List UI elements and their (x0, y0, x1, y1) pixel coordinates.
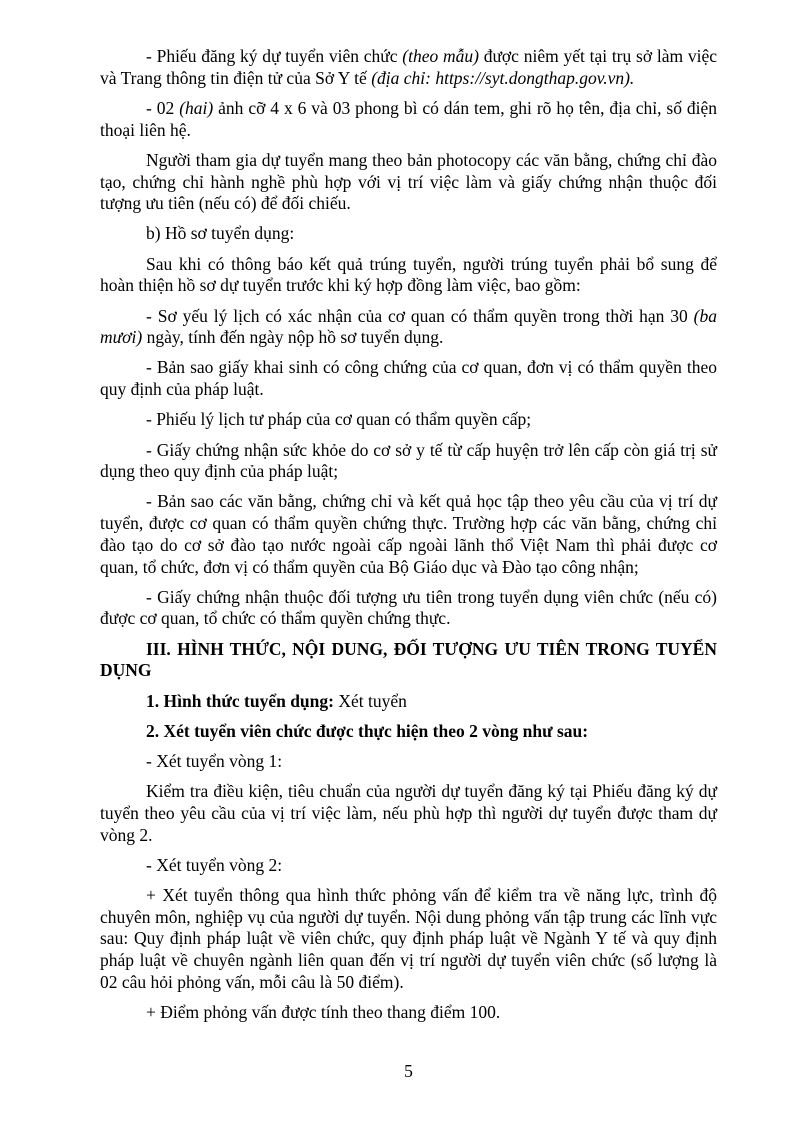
text-run: ngày, tính đến ngày nộp hồ sơ tuyển dụng. (142, 327, 444, 348)
text-run: - Bản sao các văn bằng, chứng chỉ và kết quả học tập theo yêu cầu của vị trí dự tuyển, được cơ quan có thẩm quyền chứng thực. Trường hợp các văn bằng, chứng chỉ đào tạo do cơ sở đào tạo nước ngoài cấp ngoài lãnh thổ Việt Nam thì phải được cơ quan, tổ chức, đơn vị có thẩm quyền của Bộ Giáo dục và Đào tạo công nhận; (100, 491, 717, 577)
paragraph-phieu-dang-ky (100, 46, 717, 89)
text-run: - Phiếu lý lịch tư pháp của cơ quan có thẩm quyền cấp; (146, 409, 532, 430)
text-run: Người tham gia dự tuyển mang theo bản photocopy các văn bằng, chứng chỉ đào tạo, chứng chỉ hành nghề phù hợp với vị trí việc làm và giấy chứng nhận thuộc đối tượng ưu tiên (nếu có) để đối chiếu. (100, 149, 717, 214)
paragraph-ho-so-tuyen-dung (100, 223, 717, 245)
text-run-italic: (theo mẫu) (402, 46, 479, 66)
text-run: Kiểm tra điều kiện, tiêu chuẩn của người dự tuyển đăng ký tại Phiếu đăng ký dự tuyển theo yêu cầu của vị trí việc làm, nếu phù hợp thì người dự tuyển được tham dự vòng 2. (100, 781, 717, 845)
paragraph-thang-diem (100, 1002, 717, 1024)
text-run: - Xét tuyển vòng 2: (146, 854, 283, 875)
text-run-italic: (ba mươi) (100, 305, 717, 348)
text-run: được niêm yết tại trụ sở làm việc và Trang thông tin điện tử của Sở Y tế (100, 46, 717, 88)
text-run: - Giấy chứng nhận sức khỏe do cơ sở y tế từ cấp huyện trở lên cấp còn giá trị sử dụng theo quy định của pháp luật; (100, 439, 717, 482)
section-heading-iii (100, 639, 717, 682)
paragraph-nguoi-tham-gia (100, 150, 717, 215)
heading-text: III. HÌNH THỨC, NỘI DUNG, ĐỐI TƯỢNG ƯU TIÊN TRONG TUYỂN DỤNG (100, 638, 717, 681)
text-run-bold: 1. Hình thức tuyển dụng: (146, 690, 339, 711)
paragraph-giay-chung-nhan-uu-tien (100, 587, 717, 630)
text-run: ảnh cỡ 4 x 6 và 03 phong bì có dán tem, ghi rõ họ tên, địa chỉ, số điện thoại liên hệ. (100, 97, 718, 140)
text-run: Xét tuyển (338, 690, 407, 711)
paragraph-hinh-thuc-tuyen-dung (100, 691, 717, 713)
text-run: - Xét tuyển vòng 1: (146, 750, 283, 771)
text-run: - Giấy chứng nhận thuộc đối tượng ưu tiên trong tuyển dụng viên chức (nếu có) được cơ quan, tổ chức có thẩm quyền chứng thực. (100, 586, 717, 629)
text-run-italic: (hai) (179, 97, 214, 118)
paragraph-phieu-ly-lich-tu-phap (100, 409, 717, 431)
text-run: + Điểm phỏng vấn được tính theo thang điểm 100. (146, 1002, 501, 1023)
paragraph-anh-phong-bi (100, 98, 717, 141)
paragraph-so-yeu-ly-lich (100, 306, 717, 349)
text-run: - 02 (146, 97, 180, 118)
paragraph-kiem-tra-dieu-kien (100, 781, 717, 846)
text-run: - Sơ yếu lý lịch có xác nhận của cơ quan có thẩm quyền trong thời hạn 30 (146, 305, 694, 326)
paragraph-sau-khi-thong-bao (100, 254, 717, 297)
paragraph-ban-sao-van-bang (100, 491, 717, 578)
text-run: - Phiếu đăng ký dự tuyển viên chức (146, 46, 403, 66)
text-run-italic-url: (địa chỉ: https://syt.dongthap.gov.vn). (371, 67, 635, 88)
text-run: b) Hồ sơ tuyển dụng: (146, 223, 295, 244)
paragraph-xet-tuyen-vong-2-label (100, 855, 717, 877)
paragraph-xet-tuyen-vong-1-label (100, 751, 717, 773)
paragraph-ban-sao-khai-sinh (100, 357, 717, 400)
page-number: 5 (404, 1061, 413, 1082)
text-run: + Xét tuyển thông qua hình thức phỏng vấn để kiểm tra về năng lực, trình độ chuyên môn, nghiệp vụ của người dự tuyển. Nội dung phỏng vấn tập trung các lĩnh vực sau: Quy định pháp luật về viên chức, quy định pháp luật về Ngành Y tế và quy định pháp luật về chuyên ngành liên quan đến vị trí người dự tuyển viên chức (số lượng là 02 câu hỏi phỏng vấn, mỗi câu là 50 điểm). (100, 885, 717, 992)
paragraph-phong-van (100, 885, 717, 994)
text-run: - Bản sao giấy khai sinh có công chứng của cơ quan, đơn vị có thẩm quyền theo quy định của pháp luật. (100, 357, 717, 400)
paragraph-xet-tuyen-2-vong (100, 721, 717, 743)
text-run-bold: 2. Xét tuyển viên chức được thực hiện theo 2 vòng như sau: (146, 720, 589, 741)
text-run: Sau khi có thông báo kết quả trúng tuyển, người trúng tuyển phải bổ sung để hoàn thiện hồ sơ dự tuyển trước khi ký hợp đồng làm việc, bao gồm: (100, 253, 717, 296)
paragraph-giay-chung-nhan-suc-khoe (100, 440, 717, 483)
